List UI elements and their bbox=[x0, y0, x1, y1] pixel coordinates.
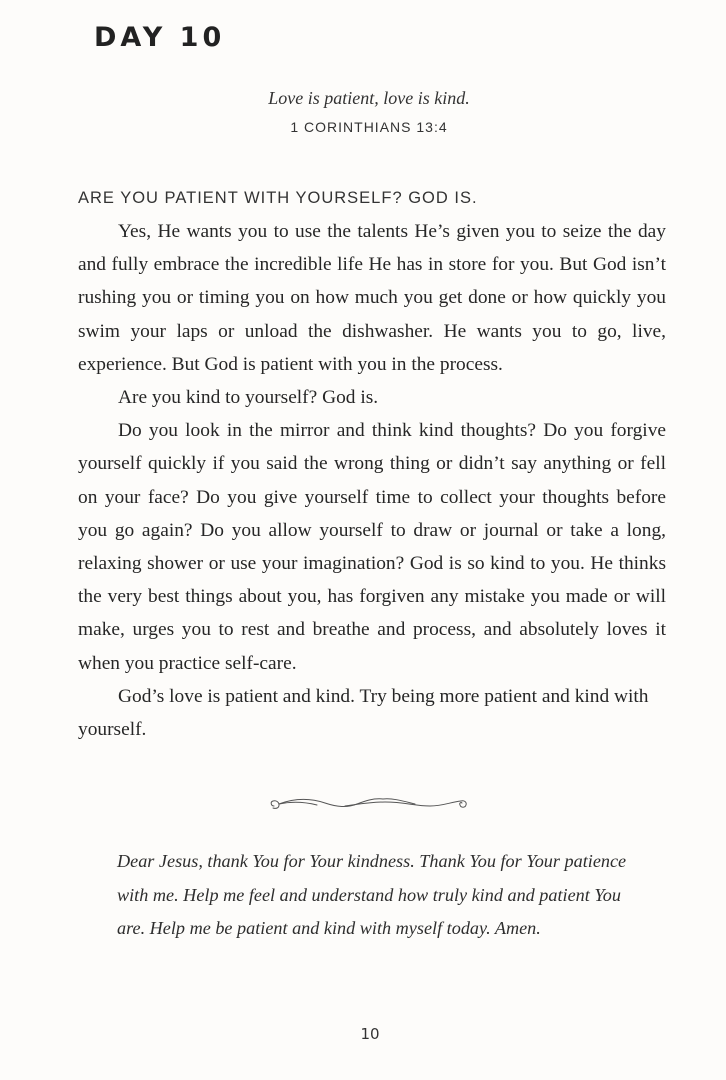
page-number: 10 bbox=[360, 1025, 380, 1043]
paragraph: God’s love is patient and kind. Try being more patient and kind with yourself. bbox=[78, 685, 649, 741]
prayer-text: Dear Jesus, thank You for Your kindness. Thank You for Your patience with me. Help me feel and understand how truly kind and patient You are. Help me be patient and kind with myself today. Amen. bbox=[117, 851, 627, 938]
devotional-body bbox=[78, 182, 666, 746]
scripture-verse bbox=[0, 85, 726, 137]
day-heading: DAY 10 bbox=[94, 22, 226, 53]
lead-line: ARE YOU PATIENT WITH YOURSELF? GOD IS. bbox=[78, 189, 478, 207]
flourish-divider-icon bbox=[265, 792, 475, 814]
paragraph: Are you kind to yourself? God is. bbox=[118, 387, 379, 409]
verse-text: Love is patient, love is kind. bbox=[268, 88, 470, 108]
paragraph: Yes, He wants you to use the talents He’s given you to seize the day and fully embrace the incredible life He has in store for you. But God isn’t rushing you or timing you on how much you get done or how quickly you swim your laps or unload the dishwasher. He wants you to go, live, experience. But God is patient with you in the process. bbox=[78, 221, 666, 375]
verse-reference: 1 CORINTHIANS 13:4 bbox=[290, 119, 448, 135]
paragraph: Do you look in the mirror and think kind thoughts? Do you forgive yourself quickly if you said the wrong thing or didn’t say anything or fell on your face? Do you give yourself time to collect your thoughts before you go again? Do you allow yourself to draw or journal or take a long, relaxing shower or use your imagination? God is so kind to you. He thinks the very best things about you, has forgiven any mistake you made or will make, urges you to rest and breathe and process, and absolutely loves it when you practice self-care. bbox=[78, 420, 666, 674]
